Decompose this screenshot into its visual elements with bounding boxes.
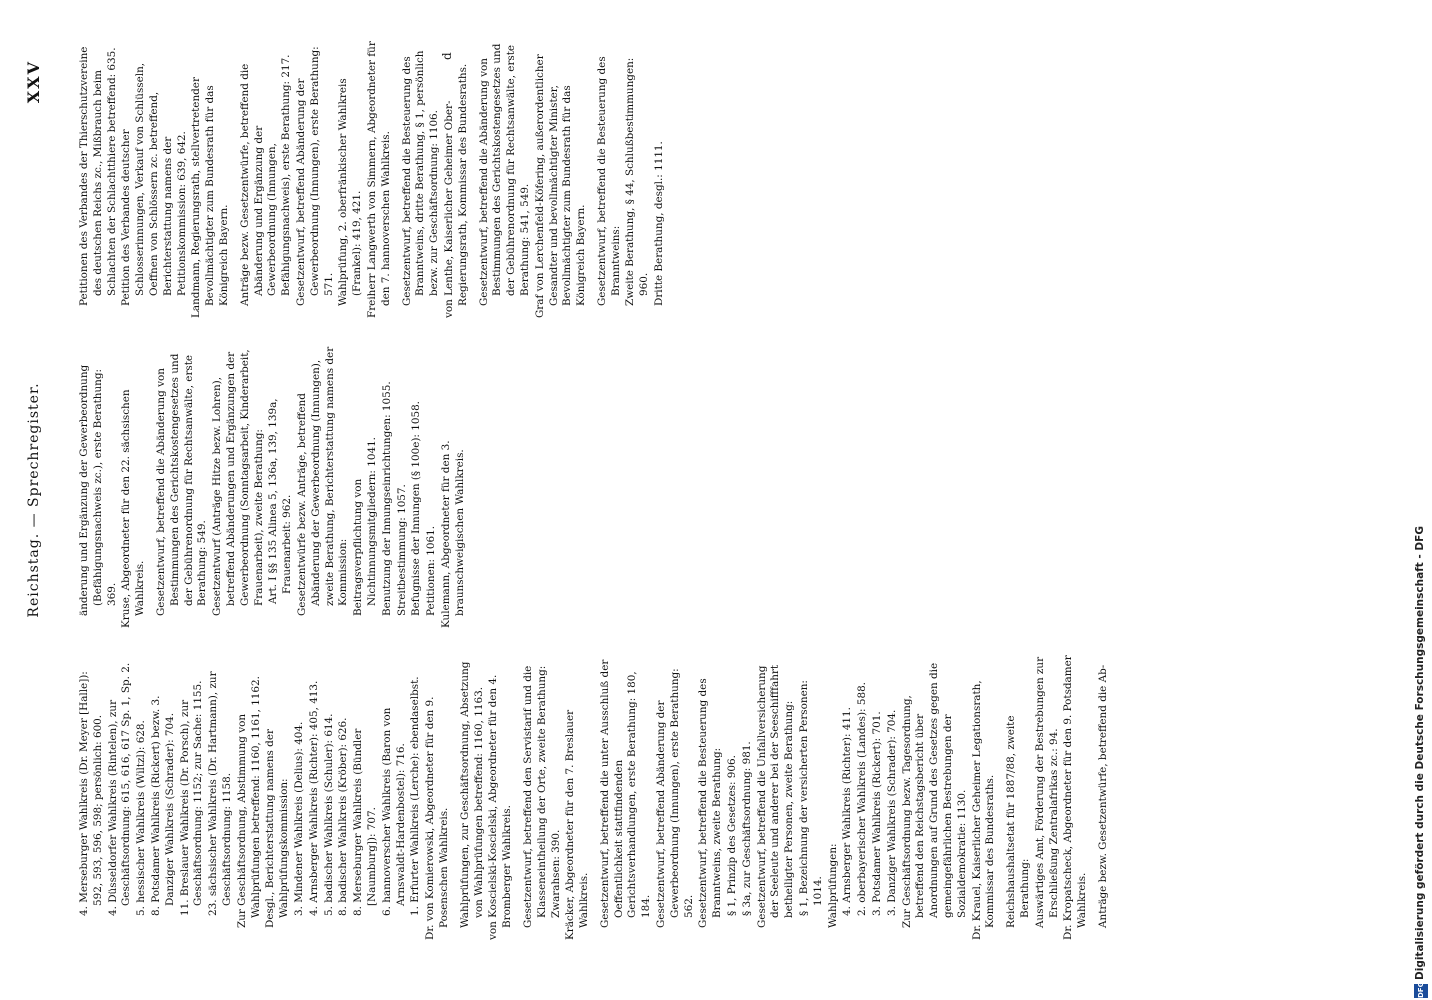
register-entry-line: Gesetzentwurf (Anträge Hitze bezw. Lohren), betreffend Abänderungen und Ergänzungen der Gewerbeordnung (Sonntagsarbeit, Kinderarbeit, Frauenarbeit), zweite Berathung: [211, 349, 265, 616]
register-entry-line: Gesetzentwurf, betreffend den Servistarif und die Klasseneintheilung der Orte, zweite Berathung: Zwarahsen: 390. [521, 665, 562, 928]
dfg-logo: DFG [1414, 984, 1428, 998]
register-entry-line: 8. Merseburger Wahlkreis (Bündler [Naumburg]): 707. [352, 728, 378, 916]
register-entry-line: Petition des Verbandes deutscher Schlosserinnungen, Verkauf von Schlüsseln, Oeffnen von Schlössern zc. betreffend, Berichterstattung namens der Petitionskommission: 639, 642. [120, 62, 188, 306]
register-entry-head: Kulemann, Abgeordneter für den 3. braunschweigischen Wahlkreis. [439, 440, 466, 628]
register-entry-line: Wahlprüfung, 2. oberfränkischer Wahlkreis (Frankel): 419, 421. [337, 78, 364, 306]
register-entry-line: Zur Geschäftsordnung bezw. Tagesordnung, betreffend den Reichstagsbericht über Anordnungen auf Grund des Gesetzes gegen die gemeingefährlichen Bestrebungen der Sozialdemokratie: 1130. [900, 662, 968, 928]
register-entry-line: § 3a, zur Geschäftsordnung: 981. [740, 741, 753, 916]
register-entry-line: 4. Arnsberger Wahlkreis (Richter): 405, 413. [307, 680, 320, 916]
register-entry-line: Gesetzentwurf, betreffend die Abänderung von Bestimmungen des Gerichtskostengesetzes und der Gebührenordnung für Rechtsanwälte, erste Berathung: 541, 549. [477, 43, 531, 306]
page-header [26, 60, 48, 940]
register-entry-line: Auswärtiges Amt, Förderung der Bestrebungen zur Erschließung Zentralafrikas zc.: 94. [1033, 656, 1060, 928]
register-entry-line: Beitragsverpflichtung von Nichtinnungsmitgliedern: 1041. [352, 437, 378, 616]
register-entry-line: Gesetzentwurf, betreffend die unter Ausschluß der Oeffentlichkeit stattfindenden Gerichtsverhandlungen, erste Berathung: 180, 184. [598, 659, 653, 928]
register-entry-line: Wahlprüfungen, zur Geschäftsordnung, Absetzung von Wahlprüfungen betreffend: 1160, 1163. [458, 661, 485, 928]
register-entry-line: Gesetzentwurf, betreffend die Besteuerung des Branntweins, zweite Berathung: [697, 678, 724, 928]
credit-text: Digitalisierung gefördert durch die Deutsche Forschungsgemeinschaft - DFG [1414, 526, 1426, 980]
register-entry-line: Reichshaushaltsetat für 1887/88, zweite Berathung: [1005, 715, 1031, 928]
running-title: Reichstag. — Sprechregister. [26, 382, 42, 618]
register-entry-line: änderung und Ergänzung der Gewerbeordnung (Befähigungsnachweis zc.), erste Berathung: 369. [78, 364, 118, 616]
register-entry-line: 3. Potsdamer Wahlkreis (Rickert): 701. [871, 711, 884, 916]
column-left [78, 655, 1112, 940]
register-entry-line: § 1, Bezeichnung der versicherten Personen: 1014. [798, 680, 824, 916]
register-entry-head: Graf von Lerchenfeld-Köfering, außerordentlicher Gesandter und bevollmächtigter Minister, Bevollmächtigter zum Bundesrath für das Königreich Bayern. [533, 54, 588, 318]
register-entry-head: Kruse, Abgeordneter für den 22. sächsischen Wahlkreis. [120, 389, 147, 628]
register-entry-line: Befugnisse der Innungen (§ 100e): 1058. [410, 401, 423, 616]
column-middle [78, 346, 475, 628]
register-entry-head: von Lenthe, Kaiserlicher Geheimer Ober-Regierungsrath, Kommissar des Bundesraths. [442, 63, 469, 318]
register-entry-line: Anträge bezw. Gesetzentwürfe, betreffend die Abänderung und Ergänzung der Gewerbeordnung (Innungen, Befähigungsnachweis), erste Berathung: 217. [238, 54, 293, 306]
signature-mark: d [440, 52, 454, 60]
register-entry-line: § 1, Prinzip des Gesetzes: 906. [726, 755, 739, 916]
register-entry-line: 23. sächsischer Wahlkreis (Dr. Hartmann), zur Geschäftsordnung: 1158. [207, 671, 233, 916]
register-entry-head: Dr. Krauel, Kaiserlicher Geheimer Legationsrath, Kommissar des Bundesraths. [970, 680, 997, 940]
register-entry-line: 8. badischer Wahlkreis (Kröber): 626. [337, 717, 350, 916]
register-entry-line: Gesetzentwürfe bezw. Anträge, betreffend Abänderung der Gewerbeordnung (Innungen), zweite Berathung, Berichterstattung namens der Kommission: [295, 346, 350, 616]
register-entry-line: 5. hessischer Wahlkreis (Wiltzl): 628. [135, 720, 148, 916]
register-entry-line: Petitionen: 1061. [425, 525, 438, 616]
register-entry-line: Streitbestimmung: 1057. [395, 484, 408, 616]
register-entry-line: 11. Breslauer Wahlkreis (Dr. Porsch), zur Geschäftsordnung: 1152; zur Sache: 1155. [178, 680, 205, 916]
register-entry-head: Landmann, Regierungsrath, stellvertretender Bevollmächtigter zum Bundesrath für das Königreich Bayern. [190, 77, 230, 318]
register-entry-line: 4. Merseburger Wahlkreis (Dr. Meyer [Halle]): 592, 593, 596, 598; persönlich: 600. [78, 671, 104, 916]
register-entry-line: Gesetzentwurf, betreffend die Unfallversicherung der Seeleute und anderer bei der Seeschifffahrt betheiligter Personen, zweite Berathung: [755, 664, 796, 928]
register-entry-line: Desgl., Berichterstattung namens der Wahlprüfungskommission: [264, 729, 291, 928]
register-entry-line: 5. badischer Wahlkreis (Schuler): 614. [322, 713, 335, 916]
register-entry-head: von Koscielski-Koscielski, Abgeordneter für den 4. Bromberger Wahlkreis. [487, 674, 514, 940]
register-entry-line: Wahlprüfungen: [826, 843, 839, 928]
register-entry-line: 2. oberbayerischer Wahlkreis (Landes): 588. [856, 682, 869, 916]
digitization-credit [1412, 0, 1432, 1000]
register-entry-head: Freiherr Langwerth von Simmern, Abgeordneter für den 7. hannoverschen Wahlkreis. [365, 41, 392, 318]
register-entry-line: 4. Arnsberger Wahlkreis (Richter): 411. [841, 707, 854, 916]
register-entry-line: Gesetzentwurf, betreffend die Besteuerung des Branntweins: [595, 56, 622, 306]
register-entry-line: Gesetzentwurf, betreffend die Abänderung von Bestimmungen des Gerichtskostengesetzes und der Gebührenordnung für Rechtsanwälte, erste Berathung: 549. [154, 353, 209, 616]
register-entry-line: Petitionen des Verbandes der Thierschutzvereine des deutschen Reichs zc., Mißbrauch beim Schlachten der Schlachtthiere betreffend: 635. [78, 46, 118, 306]
register-entry-head: Dr. Kropatscheck, Abgeordneter für den 9. Potsdamer Wahlkreis. [1062, 655, 1089, 940]
column-right [78, 36, 668, 318]
register-entry-line: Art. I §§ 135 Alinea 5, 136a, 139, 139a, Frauenarbeit: 962. [267, 398, 294, 604]
register-entry-line: 8. Potsdamer Wahlkreis (Rickert) bezw. 3. Danziger Wahlkreis (Schrader): 704. [149, 695, 176, 916]
register-entry-line: 1. Erfurter Wahlkreis (Lerche): ebendaselbst. [409, 676, 422, 916]
register-entry-head: Kräcker, Abgeordneter für den 7. Breslauer Wahlkreis. [564, 709, 591, 940]
register-entry-line: Zweite Berathung, § 44, Schlußbestimmungen: 960. [624, 57, 651, 306]
register-entry-line: 4. Düsseldorfer Wahlkreis (Rintelen), zur Geschäftsordnung: 615, 616, 617 Sp. 1, Sp. 2. [106, 662, 133, 916]
register-entry-line: Anträge bezw. Gesetzentwürfe, betreffend die Ab- [1096, 664, 1109, 928]
register-entry-line: Zur Geschäftsordnung, Abstimmung von Wahlprüfungen betreffend: 1160, 1161, 1162. [235, 676, 262, 928]
register-entry-line: 6. hannoverscher Wahlkreis (Baron von Arnswaldt-Hardenbostel): 716. [380, 707, 407, 916]
register-entry-line: Dritte Berathung, desgl.: 1111. [653, 141, 666, 306]
register-entry-line: 3. Danziger Wahlkreis (Schrader): 704. [885, 709, 898, 916]
register-entry-line: Gesetzentwurf, betreffend Abänderung der Gewerbeordnung (Innungen), erste Berathung: 571. [294, 46, 335, 306]
register-entry-line: 3. Mindener Wahlkreis (Delius): 404. [292, 721, 305, 916]
register-entry-line: Gesetzentwurf, betreffend die Besteuerung des Branntweins, dritte Berathung, § 1, persönlich bezw. zur Geschäftsordnung: 1106. [400, 50, 441, 306]
page-number: XXV [24, 60, 43, 104]
register-entry-head: Dr. von Komierowski, Abgeordneter für den 9. Posenschen Wahlkreis. [424, 696, 450, 940]
register-entry-line: Benutzung der Innungseinrichtungen: 1055. [380, 381, 393, 616]
register-entry-line: Gesetzentwurf, betreffend Abänderung der Gewerbeordnung (Innungen), erste Berathung: 562. [655, 668, 695, 928]
